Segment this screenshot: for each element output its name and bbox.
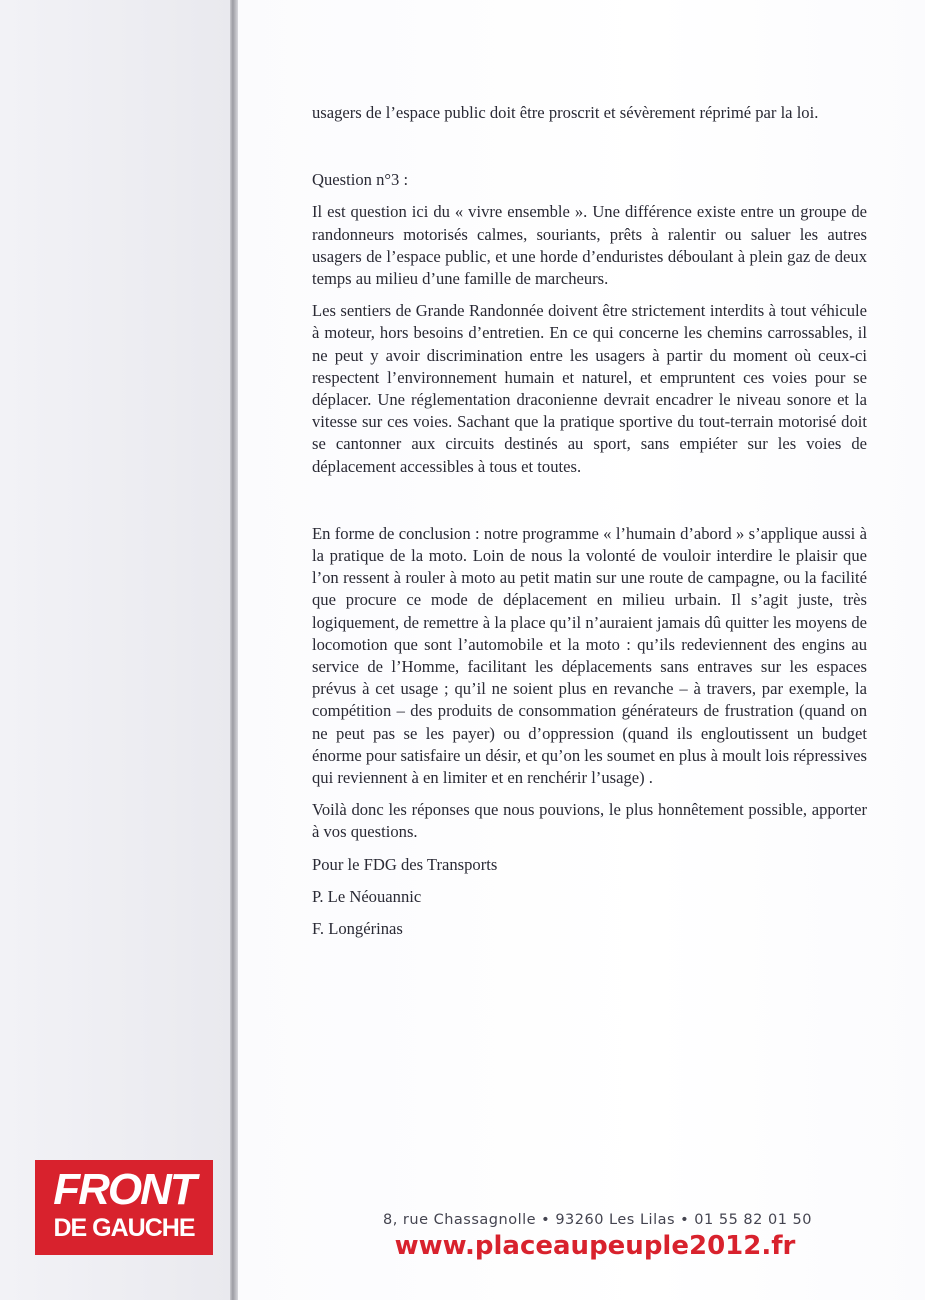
question-3-paragraph-2: Les sentiers de Grande Randonnée doivent être strictement interdits à tout véhicule à moteur, hors besoins d’entretien. En ce qui concerne les chemins carrossables, il ne peut y avoir discrimination entre les usagers à partir du moment où ceux-ci respectent l’environnement humain et naturel, et empruntent ces voies pour se déplacer. Une réglementation draconienne devrait encadrer le niveau sonore et la vitesse sur ces voies. Sachant que la pratique sportive du tout-terrain motorisé doit se cantonner aux circuits destinés au sport, sans empiéter sur les voies de déplacement accessibles à tous et toutes. xyxy=(312,301,867,476)
logo-line-front: FRONT xyxy=(53,1165,195,1214)
question-3-heading: Question n°3 : xyxy=(312,170,409,190)
signatory-2: F. Longérinas xyxy=(312,919,403,939)
signoff-line: Pour le FDG des Transports xyxy=(312,854,498,874)
intro-paragraph-tail: usagers de l’espace public doit être proscrit et sévèrement réprimé par la loi. xyxy=(312,103,819,122)
letter-body xyxy=(312,102,867,950)
footer-website-url: www.placeaupeuple2012.fr xyxy=(394,1231,796,1261)
signatory-1: P. Le Néouannic xyxy=(312,886,422,906)
logo-line-de-gauche: DE GAUCHE xyxy=(53,1214,195,1242)
front-de-gauche-logo xyxy=(35,1160,213,1255)
question-3-paragraph-1: Il est question ici du « vivre ensemble ». Une différence existe entre un groupe de randonneurs motorisés calmes, souriants, prêts à ralentir ou saluer les autres usagers de l’espace public, et une horde d’enduristes déboulant à plein gaz de deux temps au milieu d’une famille de marcheurs. xyxy=(312,202,867,289)
footer-address: 8, rue Chassagnolle • 93260 Les Lilas • 01 55 82 01 50 xyxy=(382,1212,812,1228)
closing-paragraph: Voilà donc les réponses que nous pouvions, le plus honnêtement possible, apporter à vos questions. xyxy=(312,800,867,842)
conclusion-paragraph: En forme de conclusion : notre programme « l’humain d’abord » s’applique aussi à la pratique de la moto. Loin de nous la volonté de vouloir interdire le plaisir que l’on ressent à rouler à moto au petit matin sur une route de campagne, ou la facilité que procure ce mode de déplacement en milieu urbain. Il s’agit juste, très logiquement, de remettre à la place qu’il n’auraient jamais dû quitter les moyens de locomotion que sont l’automobile et la moto : qu’ils redeviennent des engins au service de l’Homme, facilitant les déplacements sans entraves sur les espaces prévus à cet usage ; qu’il ne soient plus en revanche – à travers, par exemple, la compétition – des produits de consommation générateurs de frustration (quand on ne peut pas se les payer) ou d’oppression (quand ils engloutissent un budget énorme pour satisfaire un désir, et qu’on les soumet en plus à moult lois répressives qui reviennent à en limiter et en renchérir l’usage) . xyxy=(312,523,867,788)
page-fold-shadow xyxy=(230,0,238,1300)
left-page-margin xyxy=(0,0,230,1300)
